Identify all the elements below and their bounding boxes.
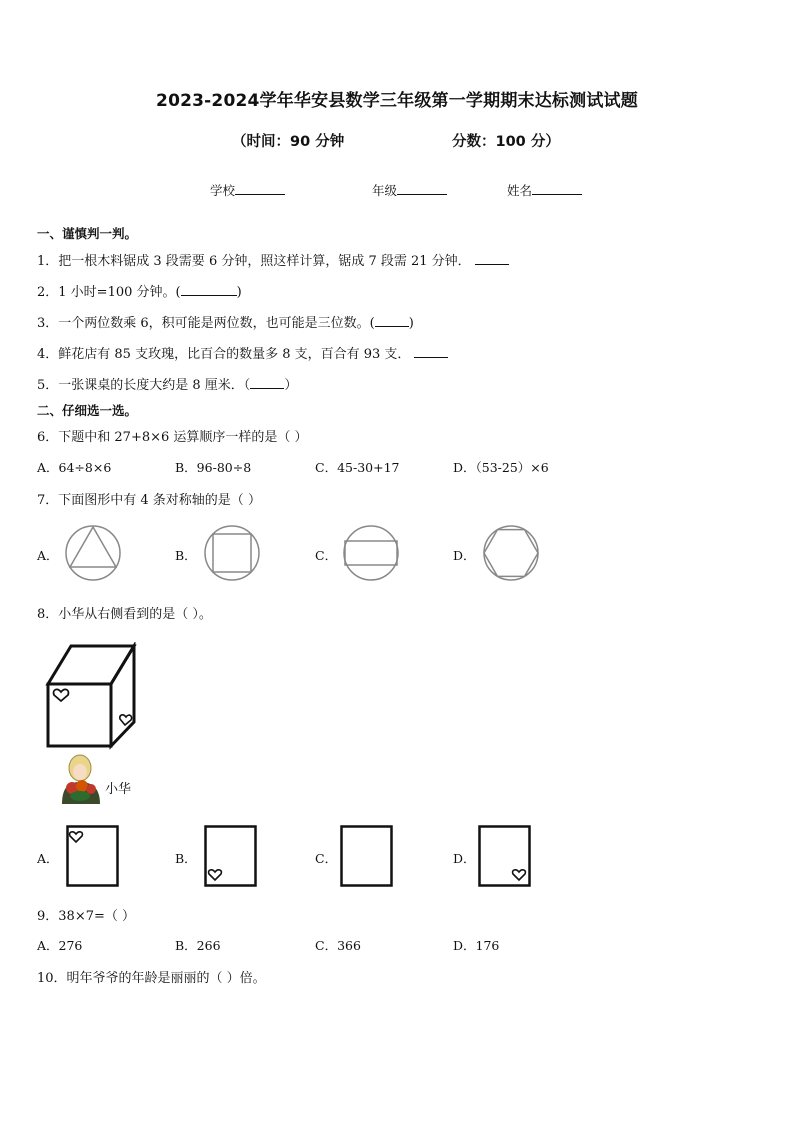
face-heart-top-left-icon[interactable] <box>66 825 120 887</box>
question-3: 3．一个两位数乘 6，积可能是两位数，也可能是三位数。( ) <box>37 316 414 331</box>
q8-option-c-label[interactable]: C． <box>315 851 338 866</box>
question-6-stem: 6．下题中和 27+8×6 运算顺序一样的是（ ） <box>37 430 308 445</box>
xiaohua-avatar <box>58 752 106 804</box>
grade-field[interactable] <box>372 181 447 199</box>
answer-blank-3[interactable] <box>375 314 409 327</box>
section2-heading: 二、仔细选一选。 <box>37 403 138 418</box>
q7-option-c-label[interactable]: C． <box>315 548 338 563</box>
q7-option-d-label[interactable]: D． <box>453 548 476 563</box>
cube-with-hearts-figure <box>44 642 140 752</box>
q7-option-b-label[interactable]: B． <box>175 548 197 563</box>
q9-option-c[interactable]: C．366 <box>315 938 361 953</box>
q6-option-c[interactable]: C．45-30+17 <box>315 460 400 475</box>
school-blank[interactable] <box>235 182 285 195</box>
name-label: 姓名 <box>507 183 533 198</box>
answer-blank-5[interactable] <box>250 376 284 389</box>
question-7-stem: 7．下面图形中有 4 条对称轴的是（ ） <box>37 493 261 508</box>
q7-option-a-label[interactable]: A． <box>37 548 59 563</box>
section1-heading: 一、谨慎判一判。 <box>37 226 138 241</box>
face-blank-icon[interactable] <box>340 825 394 887</box>
school-label: 学校 <box>210 183 236 198</box>
answer-blank-4[interactable] <box>414 345 448 358</box>
circle-with-hexagon-icon[interactable] <box>480 524 542 582</box>
face-heart-bottom-left-icon[interactable] <box>204 825 258 887</box>
time-label: （时间：90 分钟 <box>232 134 345 150</box>
q6-option-a[interactable]: A．64÷8×6 <box>37 460 112 475</box>
school-field[interactable] <box>210 181 285 199</box>
score-label: 分数：100 分） <box>452 134 560 150</box>
name-blank[interactable] <box>532 182 582 195</box>
xiaohua-label: 小华 <box>105 782 132 797</box>
q9-option-a[interactable]: A．276 <box>37 938 83 953</box>
question-8-stem: 8．小华从右侧看到的是（ ）。 <box>37 607 212 622</box>
circle-with-triangle-icon[interactable] <box>64 524 122 582</box>
q8-option-a-label[interactable]: A． <box>37 851 59 866</box>
grade-label: 年级 <box>372 183 398 198</box>
question-9-stem: 9．38×7=（ ） <box>37 909 136 924</box>
q9-option-b[interactable]: B．266 <box>175 938 221 953</box>
question-10-stem: 10．明年爷爷的年龄是丽丽的（ ）倍。 <box>37 971 266 986</box>
answer-blank-2[interactable] <box>181 283 237 296</box>
question-2: 2．1 小时=100 分钟。( ) <box>37 285 242 300</box>
q6-option-d[interactable]: D．（53-25）×6 <box>453 460 549 475</box>
answer-blank-1[interactable] <box>475 252 509 265</box>
q6-option-b[interactable]: B．96-80÷8 <box>175 460 252 475</box>
page-title: 2023-2024学年华安县数学三年级第一学期期末达标测试试题 <box>156 91 638 111</box>
q9-option-d[interactable]: D．176 <box>453 938 500 953</box>
q8-option-b-label[interactable]: B． <box>175 851 197 866</box>
grade-blank[interactable] <box>397 182 447 195</box>
q8-option-d-label[interactable]: D． <box>453 851 476 866</box>
face-heart-bottom-right-icon[interactable] <box>478 825 532 887</box>
name-field[interactable] <box>507 181 582 199</box>
circle-with-rectangle-icon[interactable] <box>342 524 400 582</box>
question-4: 4．鲜花店有 85 支玫瑰，比百合的数量多 8 支，百合有 93 支． <box>37 343 448 362</box>
question-5: 5．一张课桌的长度大约是 8 厘米．（ ） <box>37 378 298 393</box>
circle-with-square-icon[interactable] <box>203 524 261 582</box>
question-1: 1．把一根木料锯成 3 段需要 6 分钟，照这样计算，锯成 7 段需 21 分钟． <box>37 250 509 269</box>
